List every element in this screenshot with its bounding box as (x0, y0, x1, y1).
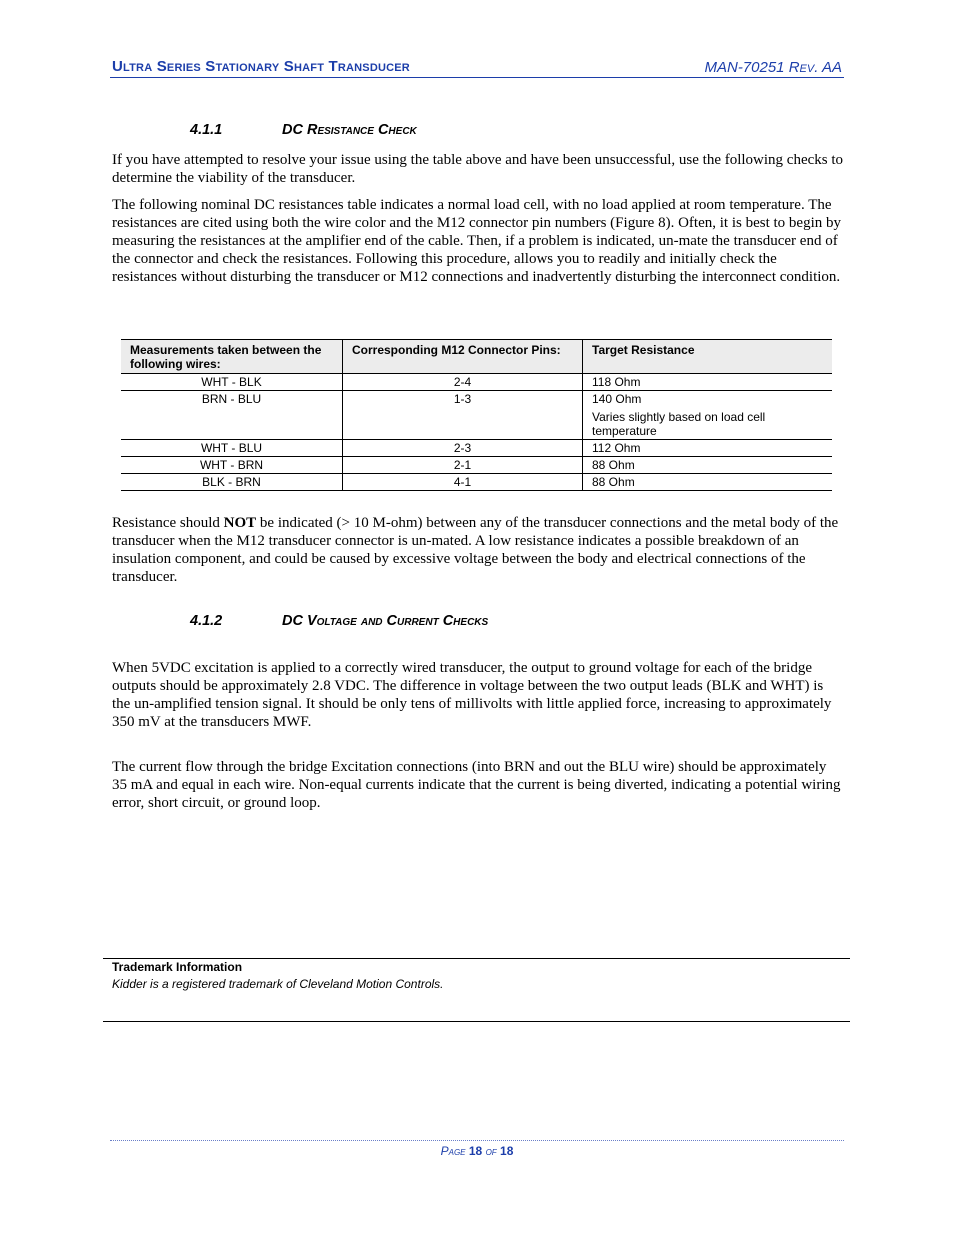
trademark-title: Trademark Information (112, 960, 243, 974)
cell-resistance: 112 Ohm (583, 440, 833, 457)
emphasis-not: NOT (223, 515, 257, 531)
paragraph-resistance-table-intro: The following nominal DC resistances table indicates a normal load cell, with no load applied at room temperature. The resistances are cited using both the wire color and the M12 connector pin numbers (Figure 8). Often, it is best to begin by measuring the resistances at the amplifier end of the cable. Then, if a problem is indicated, un-mate the transducer end of the connector and check the resistances. Following this procedure, allows you to readily and initially check the resistances without disturbing the transducer or M12 connections and inadvertently disturbing the interconnect condition. (112, 197, 841, 285)
footer-rule (110, 1140, 844, 1141)
column-header-resistance: Target Resistance (583, 340, 833, 374)
section-title: DC Voltage and Current Checks (282, 613, 489, 629)
page-word: Page (440, 1144, 466, 1158)
table-row (121, 374, 832, 391)
resistance-value: 140 Ohm (592, 392, 642, 406)
paragraph-intro: If you have attempted to resolve your issue using the table above and have been unsuccessful, use the following checks to determine the viability of the transducer. (112, 152, 844, 186)
paragraph-current-check: The current flow through the bridge Excitation connections (into BRN and out the BLU wire) should be approximately 35 mA and equal in each wire. Non-equal currents indicate that the current is being diverted, indicating a potential wiring error, short circuit, or ground loop. (112, 759, 841, 811)
column-header-pins: Corresponding M12 Connector Pins: (343, 340, 583, 374)
cell-pins: 1-3 (343, 391, 583, 440)
text-after: be indicated (> 10 M-ohm) between any of the transducer connections and the metal body of the transducer when the M12 transducer connector is un-mated. A low resistance indicates a possible breakdown of an insulation component, and could be caused by excessive voltage between the body and electrical connections of the transducer. (112, 515, 839, 585)
cell-pins: 2-4 (343, 374, 583, 391)
cell-resistance (583, 391, 833, 440)
document-number: MAN-70251 Rev. AA (704, 59, 842, 76)
section-title: DC Resistance Check (282, 122, 417, 138)
cell-pins: 2-1 (343, 457, 583, 474)
text-before: Resistance should (112, 515, 224, 531)
current-page: 18 (468, 1144, 483, 1158)
resistance-table (121, 339, 832, 491)
paragraph-insulation-check (112, 514, 844, 586)
trademark-bottom-rule (103, 1021, 850, 1022)
cell-wires: BRN - BLU (121, 391, 343, 440)
table-row (121, 457, 832, 474)
trademark-text: Kidder is a registered trademark of Cleveland Motion Controls. (112, 977, 444, 991)
cell-wires: WHT - BRN (121, 457, 343, 474)
section-heading-4-1-2 (190, 613, 488, 629)
table-header-row (121, 340, 832, 374)
cell-resistance: 118 Ohm (583, 374, 833, 391)
page-number (0, 1144, 954, 1158)
section-heading-4-1-1 (190, 122, 417, 138)
resistance-note: Varies slightly based on load cell temperature (592, 410, 766, 438)
cell-pins: 4-1 (343, 474, 583, 491)
cell-pins: 2-3 (343, 440, 583, 457)
cell-wires: WHT - BLK (121, 374, 343, 391)
trademark-top-rule (103, 958, 850, 959)
cell-resistance: 88 Ohm (583, 457, 833, 474)
cell-wires: BLK - BRN (121, 474, 343, 491)
section-number: 4.1.1 (190, 122, 223, 138)
header-rule (110, 77, 844, 78)
table-row (121, 440, 832, 457)
document-title: Ultra Series Stationary Shaft Transducer (112, 58, 410, 75)
cell-resistance: 88 Ohm (583, 474, 833, 491)
section-number: 4.1.2 (190, 613, 223, 629)
column-header-wires: Measurements taken between the following wires: (121, 340, 343, 374)
table-row (121, 474, 832, 491)
paragraph-voltage-check: When 5VDC excitation is applied to a correctly wired transducer, the output to ground voltage for each of the bridge outputs should be approximately 2.8 VDC. The difference in voltage between the two output leads (BLK and WHT) is the un-amplified tension signal. It should be only tens of millivolts with little applied force, increasing to approximately 350 mV at the transducers MWF. (112, 660, 832, 730)
table-row (121, 391, 832, 440)
total-pages: 18 (500, 1144, 514, 1158)
of-word: of (485, 1144, 497, 1158)
cell-wires: WHT - BLU (121, 440, 343, 457)
